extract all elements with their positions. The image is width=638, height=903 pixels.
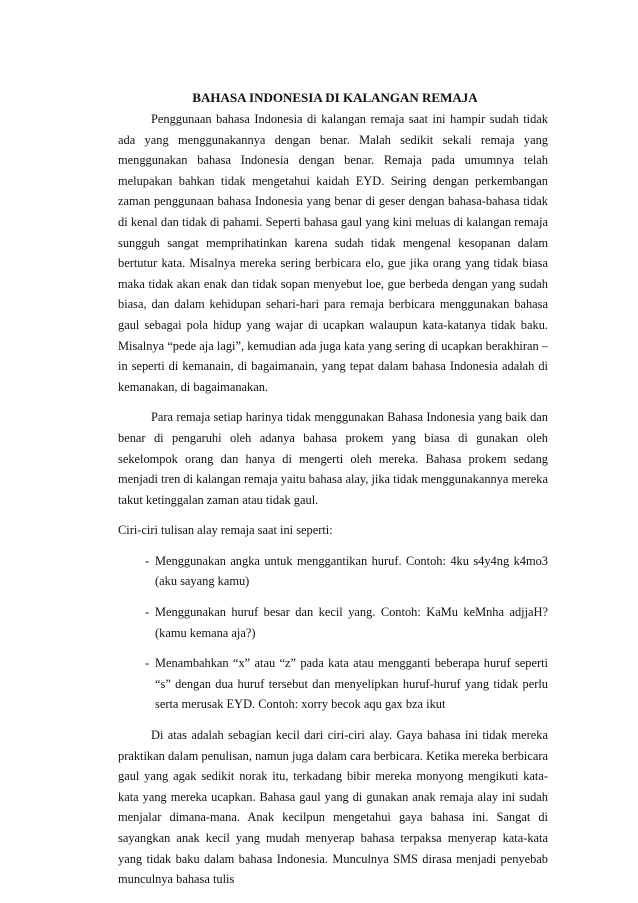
document-title: BAHASA INDONESIA DI KALANGAN REMAJA <box>192 90 478 105</box>
bullet-dash: - <box>145 553 150 568</box>
bullet-dash: - <box>145 605 150 620</box>
closing-paragraph: Di atas adalah sebagian kecil dari ciri-ciri alay. Gaya bahasa ini tidak mereka praktikan dalam penulisan, namun juga dalam cara berbicara. Ketika mereka berbicara gaul yang agak sedikit norak itu, terkadang bibir mereka monyong mengikuti kata-kata yang mereka ucapkan. Bahasa gaul yang di gunakan anak remaja alay ini sudah menjalar dimana-mana. Anak kecilpun mengetahui gaya bahasa ini. Sangat di sayangkan anak kecil yang mudah menyerap bahasa terpaksa menyerap kata-kata yang tidak baku dalam bahasa Indonesia. Munculnya SMS dirasa menjadi penyebab munculnya bahasa tulis <box>118 728 548 887</box>
bullet-dash: - <box>145 656 150 671</box>
paragraph-2: Para remaja setiap harinya tidak menggunakan Bahasa Indonesia yang baik dan benar di pengaruhi oleh adanya bahasa prokem yang biasa di gunakan oleh sekelompok orang dan hanya di mengerti oleh mereka. Bahasa prokem sedang menjadi tren di kalangan remaja yaitu bahasa alay, jika tidak menggunakannya mereka takut ketinggalan zaman atau tidak gaul. <box>118 410 548 507</box>
list-intro: Ciri-ciri tulisan alay remaja saat ini seperti: <box>118 523 333 538</box>
list-item-text: Menggunakan huruf besar dan kecil yang. Contoh: KaMu keMnha adjjaH? (kamu kemana aja?) <box>155 605 548 640</box>
list-item <box>118 653 548 715</box>
list-item-text: Menambahkan “x” atau “z” pada kata atau mengganti beberapa huruf seperti “s” dengan dua huruf tersebut dan menyelipkan huruf-huruf yang tidak perlu serta merusak EYD. Contoh: xorry becok aqu gax bza ikut <box>155 656 548 712</box>
list-item-text: Menggunakan angka untuk menggantikan huruf. Contoh: 4ku s4y4ng k4mo3 (aku sayang kamu) <box>155 553 548 589</box>
document-page <box>118 88 548 900</box>
paragraph-1: Penggunaan bahasa Indonesia di kalangan remaja saat ini hampir sudah tidak ada yang menggunakannya dengan benar. Malah sedikit sekali remaja yang menggunakan bahasa Indonesia dengan benar. Remaja pada umumnya telah melupakan bahkan tidak mengetahui kaidah EYD. Seiring dengan perkembangan zaman penggunaan bahasa Indonesia yang benar di geser dengan bahasa-bahasa tidak di kenal dan tidak di pahami. Seperti bahasa gaul yang kini meluas di kalangan remaja sungguh sangat memprihatinkan karena sudah tidak mengenal kesopanan dalam bertutur kata. Misalnya mereka sering berbicara elo, gue jika orang yang tidak biasa maka tidak akan enak dan tidak sopan menyebut loe, gue berbeda dengan yang sudah biasa, dan dalam kehidupan sehari-hari para remaja berbicara menggunakan bahasa gaul sebagai pola hidup yang wajar di ucapkan walaupun kata-katanya tidak baku. Misalnya “pede aja lagi”, kemudian ada juga kata yang sering di ucapkan berakhiran –in seperti di kemanain, di bagaimanain, yang tepat dalam bahasa Indonesia adalah di kemanakan, di bagaimanakan. <box>118 112 548 394</box>
list-item <box>118 602 548 643</box>
alay-characteristics-list <box>118 551 548 715</box>
list-item <box>118 551 548 592</box>
